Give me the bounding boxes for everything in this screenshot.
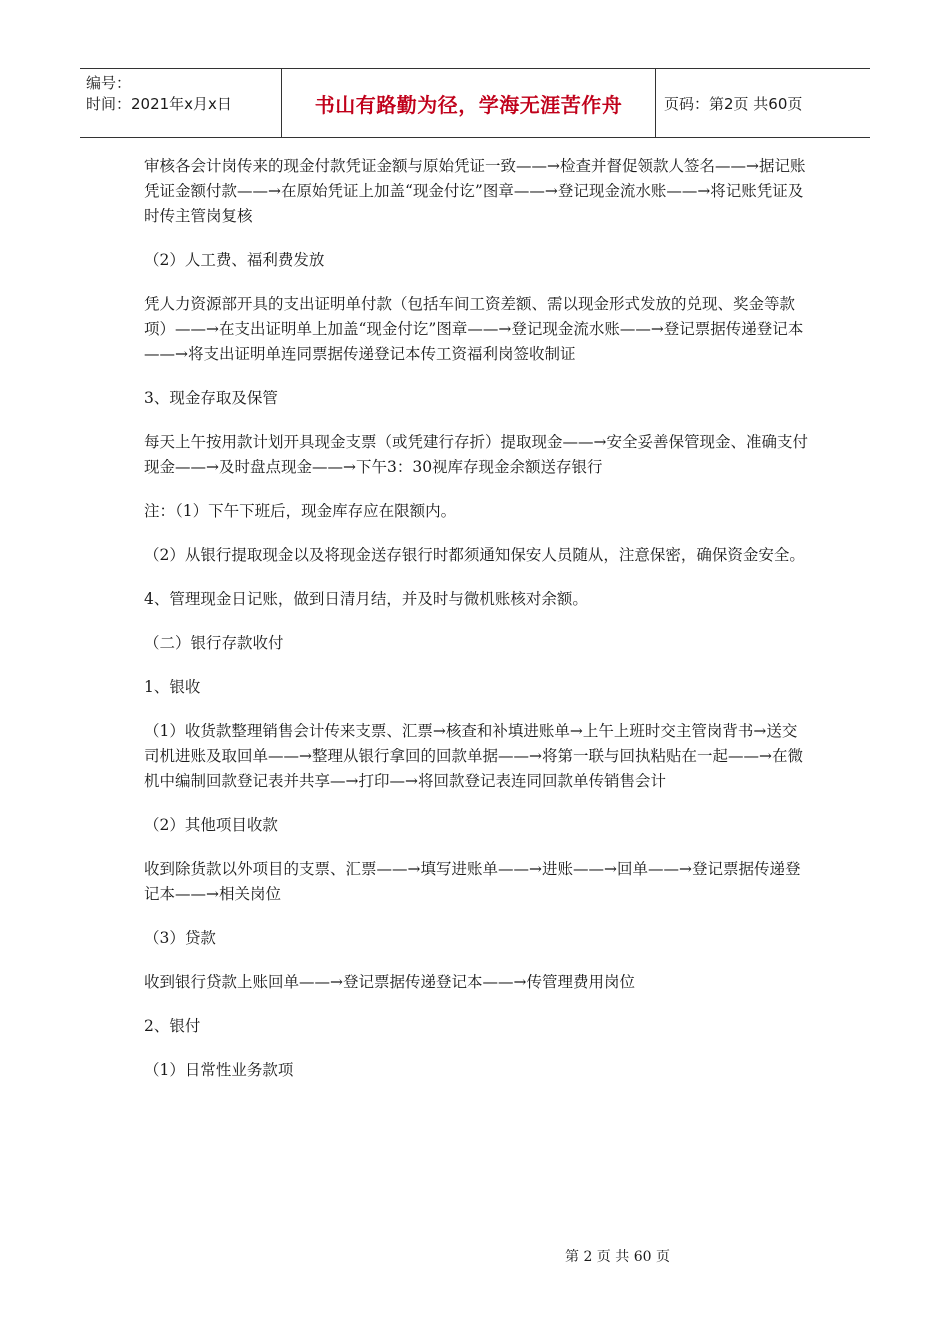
document-number-label: 编号： — [86, 74, 132, 92]
section-heading: （2）其他项目收款 — [144, 816, 278, 834]
section-heading: 4、管理现金日记账，做到日清月结，并及时与微机账核对余额。 — [144, 590, 588, 608]
paragraph: 每天上午按用款计划开具现金支票（或凭建行存折）提取现金——→安全妥善保管现金、准确支付现金——→及时盘点现金——→下午3：30视库存现金余额送存银行 — [144, 433, 808, 476]
section-heading: 2、银付 — [144, 1017, 201, 1035]
page-header — [80, 68, 870, 138]
paragraph: 收到银行贷款上账回单——→登记票据传递登记本——→传管理费用岗位 — [144, 973, 635, 991]
header-page-info: 页码：第2页 共60页 — [664, 94, 803, 113]
section-heading: 3、现金存取及保管 — [144, 389, 278, 407]
page-footer: 第 2 页 共 60 页 — [565, 1249, 670, 1265]
document-time-label: 时间：2021年x月x日 — [86, 95, 232, 113]
paragraph: （1）收货款整理销售会计传来支票、汇票→核查和补填进账单→上午上班时交主管岗背书→送交司机进账及取回单——→整理从银行拿回的回款单据——→将第一联与回执粘贴在一起——→在微机中编制回款登记表并共享—→打印—→将回款登记表连同回款单传销售会计 — [144, 722, 803, 790]
header-motto: 书山有路勤为径，学海无涯苦作舟 — [282, 69, 656, 137]
section-heading: （二）银行存款收付 — [144, 634, 284, 652]
section-heading: 1、银收 — [144, 678, 201, 696]
paragraph: （2）人工费、福利费发放 — [144, 251, 325, 269]
section-heading: （1）日常性业务款项 — [144, 1061, 294, 1079]
paragraph: 收到除货款以外项目的支票、汇票——→填写进账单——→进账——→回单——→登记票据传递登记本——→相关岗位 — [144, 860, 801, 903]
note: 注：（1）下午下班后，现金库存应在限额内。 — [144, 502, 457, 520]
note: （2）从银行提取现金以及将现金送存银行时都须通知保安人员随从，注意保密，确保资金安全。 — [144, 546, 805, 564]
paragraph: 凭人力资源部开具的支出证明单付款（包括车间工资差额、需以现金形式发放的兑现、奖金等款项）——→在支出证明单上加盖“现金付讫”图章——→登记现金流水账——→登记票据传递登记本——→将支出证明单连同票据传递登记本传工资福利岗签收制证 — [144, 295, 804, 363]
header-meta — [80, 69, 282, 137]
paragraph: 审核各会计岗传来的现金付款凭证金额与原始凭证一致——→检查并督促领款人签名——→据记账凭证金额付款——→在原始凭证上加盖“现金付讫”图章——→登记现金流水账——→将记账凭证及时传主管岗复核 — [144, 157, 806, 225]
section-heading: （3）贷款 — [144, 929, 216, 947]
document-body — [144, 154, 810, 1102]
